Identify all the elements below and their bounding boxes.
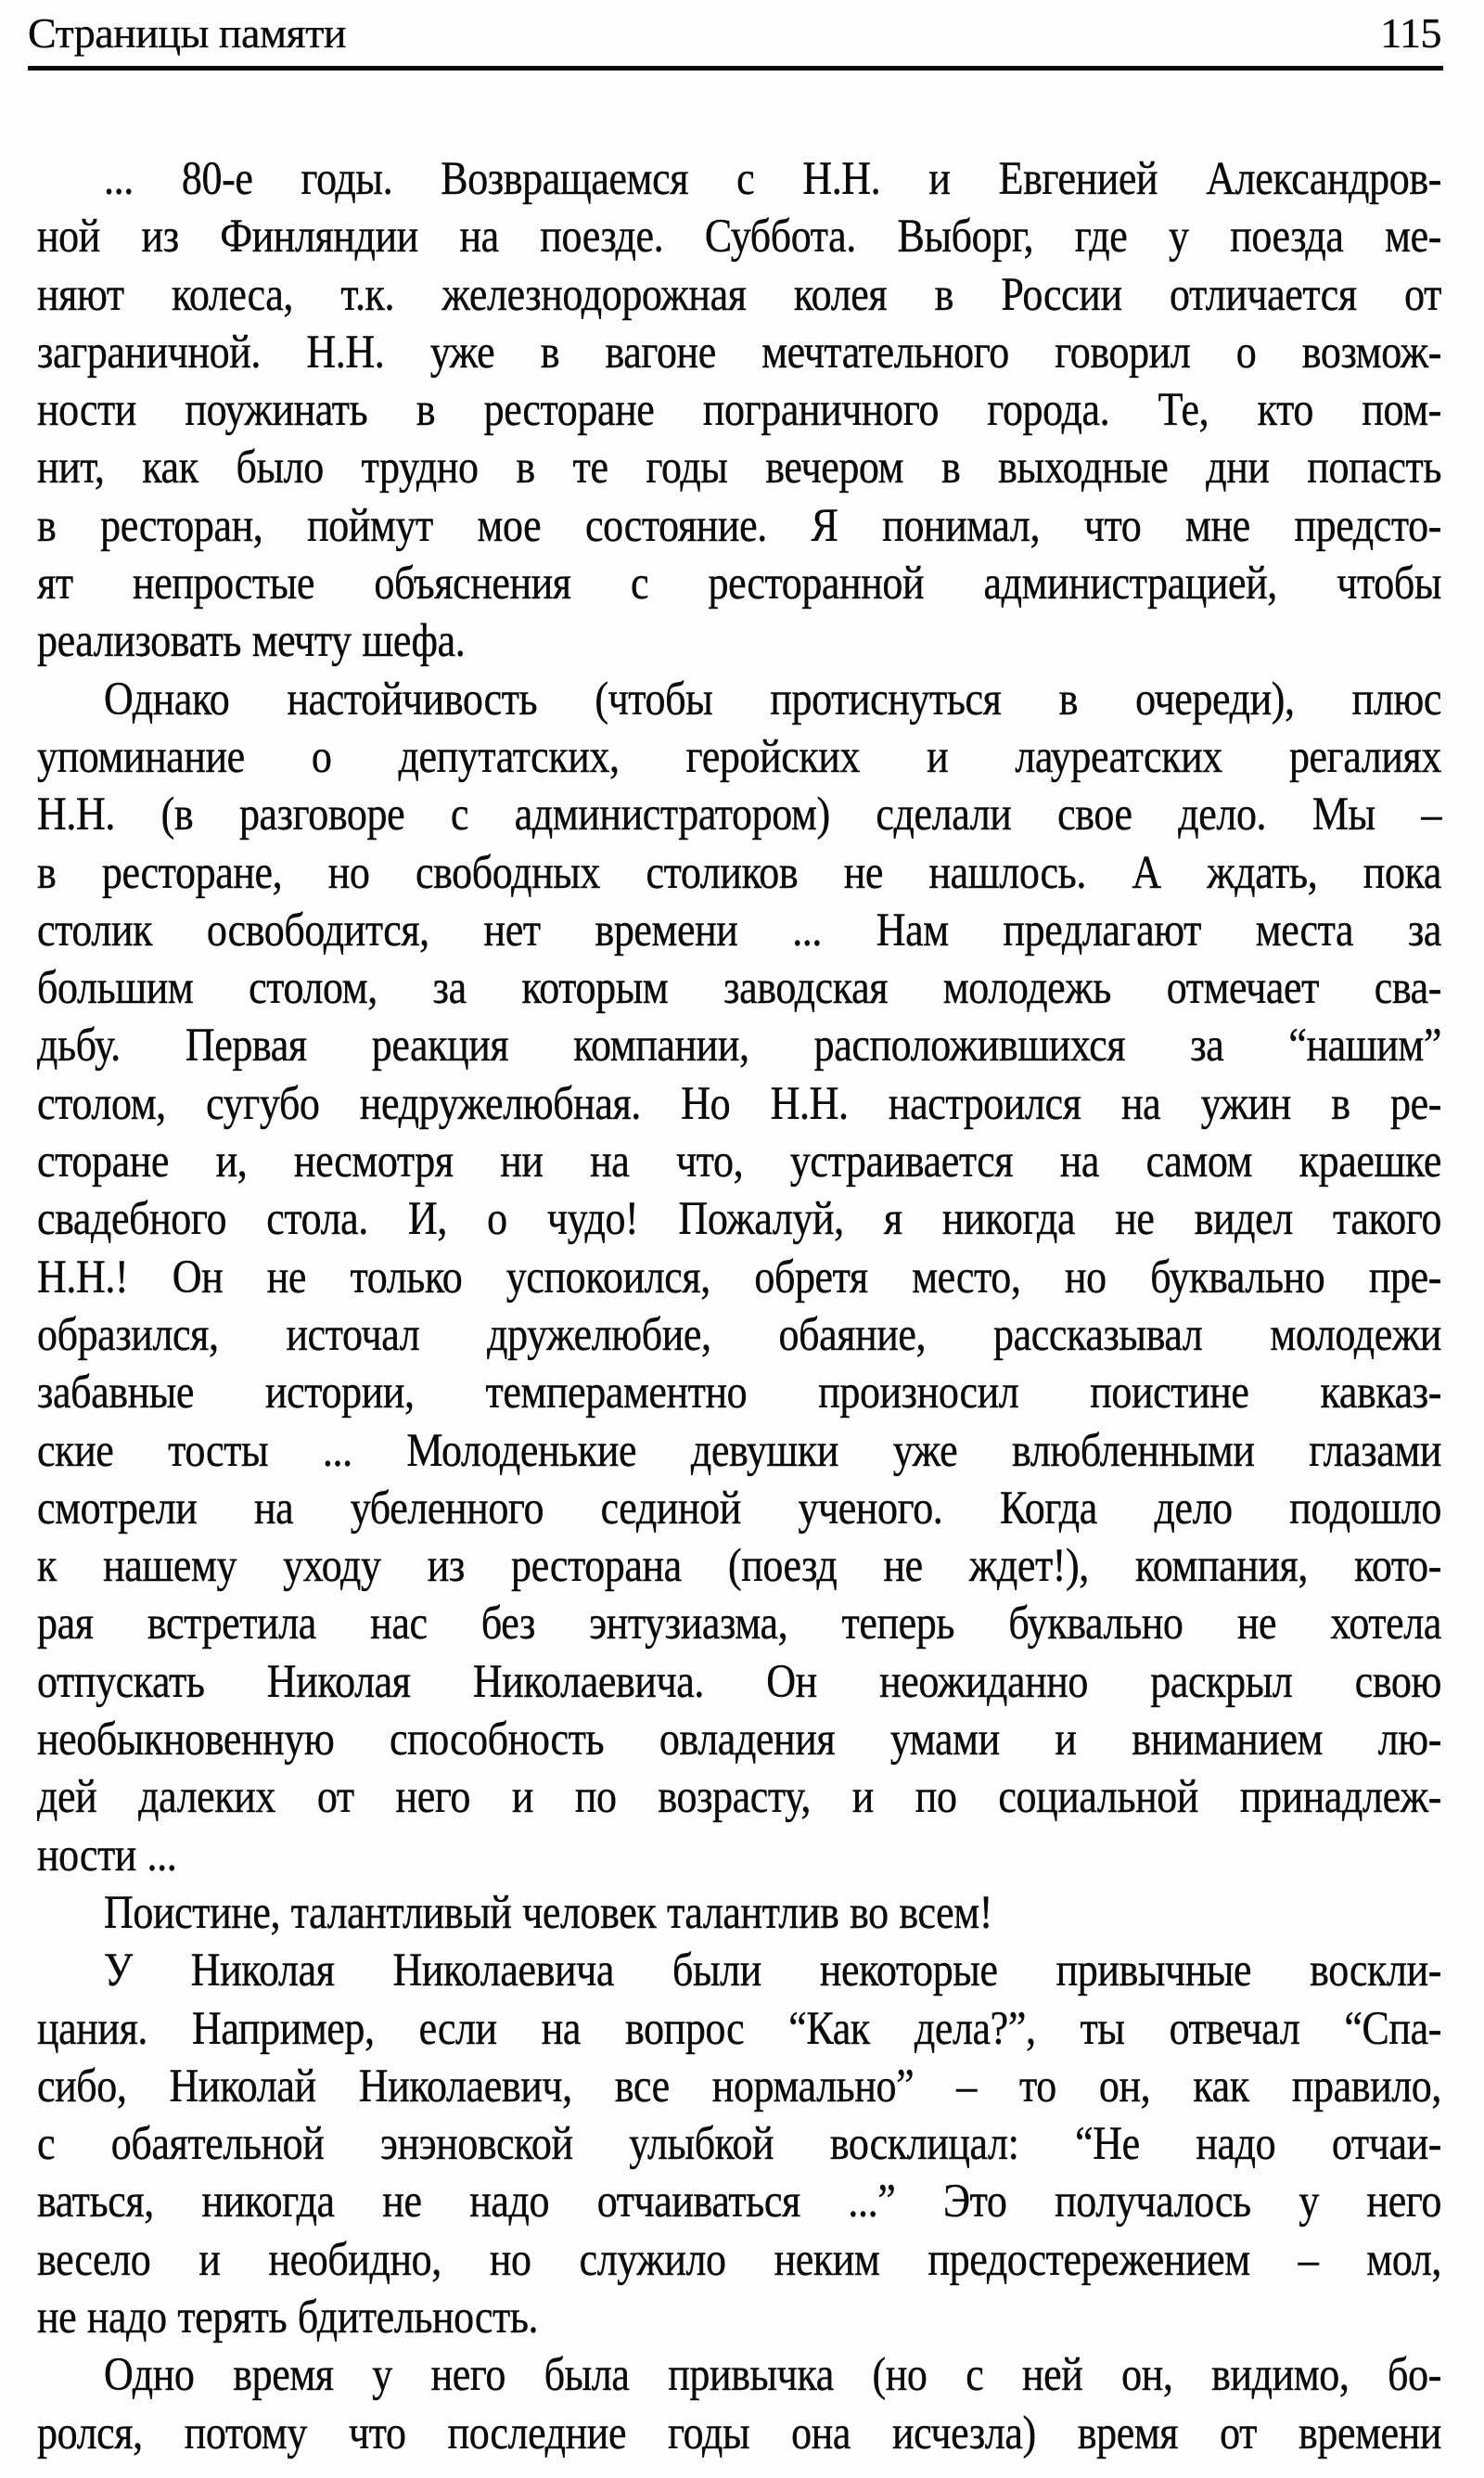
text-line: сторане и, несмотря ни на что, устраивается на самом краешке <box>37 1135 1441 1188</box>
text-line: ролся, потому что последние годы она исчезла) время от времени <box>37 2406 1441 2459</box>
text-line: столом, сугубо недружелюбная. Но Н.Н. настроился на ужин в ре- <box>37 1076 1441 1130</box>
text-line: образился, источал дружелюбие, обаяние, рассказывал молодежи <box>37 1307 1441 1361</box>
text-line: У Николая Николаевича были некоторые привычные воскли- <box>104 1944 1441 1997</box>
text-line: ваться, никогда не надо отчаиваться ...” Это получалось у него <box>37 2175 1441 2228</box>
text-line: дей далеких от него и по возрасту, и по социальной принадлеж- <box>37 1770 1441 1824</box>
text-line: забавные истории, темпераментно произносил поистине кавказ- <box>37 1366 1441 1419</box>
text-line: ной из Финляндии на поезде. Суббота. Выборг, где у поезда ме- <box>37 210 1441 263</box>
text-line: няют колеса, т.к. железнодорожная колея в России отличается от <box>37 267 1441 321</box>
text-line: необыкновенную способность овладения умами и вниманием лю- <box>37 1712 1441 1765</box>
text-line: не надо терять бдительность. <box>37 2290 539 2343</box>
text-line: ности поужинать в ресторане пограничного города. Те, кто пом- <box>37 383 1441 437</box>
text-line: цания. Например, если на вопрос “Как дела?”, ты отвечал “Спа- <box>37 2001 1441 2055</box>
text-line: нит, как было трудно в те годы вечером в выходные дни попасть <box>37 441 1441 494</box>
page-body <box>37 150 1441 2462</box>
text-line: заграничной. Н.Н. уже в вагоне мечтательного говорил о возмож- <box>37 325 1441 379</box>
header-rule <box>28 66 1443 71</box>
text-line: рая встретила нас без энтузиазма, теперь буквально не хотела <box>37 1597 1441 1650</box>
running-header <box>28 7 1441 59</box>
text-line: ... 80-е годы. Возвращаемся с Н.Н. и Евгенией Александров- <box>104 151 1441 205</box>
running-head-title: Страницы памяти <box>28 9 346 57</box>
text-line: в ресторане, но свободных столиков не нашлось. А ждать, пока <box>37 845 1441 899</box>
text-line: в ресторан, поймут мое состояние. Я понимал, что мне предсто- <box>37 498 1441 552</box>
text-line: весело и необидно, но служило неким предостережением – мол, <box>37 2232 1441 2286</box>
text-line: дьбу. Первая реакция компании, расположившихся за “нашим” <box>37 1019 1441 1072</box>
text-line: упоминание о депутатских, геройских и лауреатских регалиях <box>37 729 1441 783</box>
text-line: с обаятельной энэновской улыбкой восклицал: “Не надо отчаи- <box>37 2117 1441 2170</box>
text-line: Однако настойчивость (чтобы протиснуться в очереди), плюс <box>104 672 1441 725</box>
text-line: к нашему уходу из ресторана (поезд не ждет!), компания, кото- <box>37 1539 1441 1592</box>
text-line: свадебного стола. И, о чудо! Пожалуй, я никогда не видел такого <box>37 1192 1441 1246</box>
text-line: столик освободится, нет времени ... Нам предлагают места за <box>37 903 1441 957</box>
page-number: 115 <box>1380 9 1441 57</box>
text-line: Н.Н. (в разговоре с администратором) сделали свое дело. Мы – <box>37 788 1441 841</box>
text-line: ят непростые объяснения с ресторанной администрацией, чтобы <box>37 557 1441 610</box>
text-line: смотрели на убеленного сединой ученого. Когда дело подошло <box>37 1481 1441 1534</box>
text-line: сибо, Николай Николаевич, все нормально” – то он, как правило, <box>37 2059 1441 2112</box>
text-line: большим столом, за которым заводская молодежь отмечает сва- <box>37 961 1441 1014</box>
text-line: Н.Н.! Он не только успокоился, обретя место, но буквально пре- <box>37 1250 1441 1303</box>
text-line: Поистине, талантливый человек талантлив во всем! <box>104 1885 992 1939</box>
text-line: ности ... <box>37 1828 177 1881</box>
text-line: отпускать Николая Николаевича. Он неожиданно раскрыл свою <box>37 1654 1441 1708</box>
text-line: Одно время у него была привычка (но с ней он, видимо, бо- <box>104 2348 1441 2402</box>
text-line: ские тосты ... Молоденькие девушки уже влюбленными глазами <box>37 1423 1441 1477</box>
text-line: реализовать мечту шефа. <box>37 614 466 668</box>
